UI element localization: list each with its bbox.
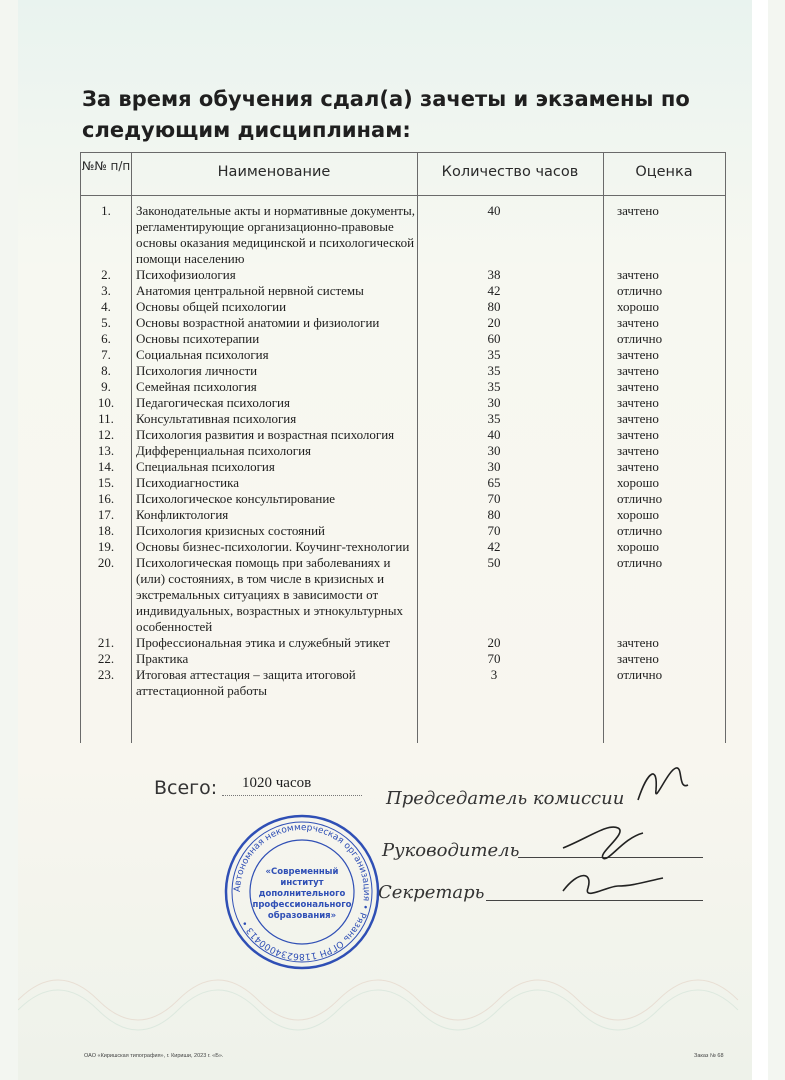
row-name: Психодиагностика <box>136 475 239 490</box>
row-name: Семейная психология <box>136 379 257 394</box>
row-name: Анатомия центральной нервной системы <box>136 283 364 298</box>
row-number: 14. <box>97 459 115 474</box>
table-header <box>81 153 725 196</box>
diploma-supplement-page <box>18 0 768 1080</box>
total-label: Всего: <box>154 777 218 799</box>
chairman-label: Председатель комиссии <box>386 788 625 809</box>
row-number: 1. <box>101 203 111 218</box>
row-grade: зачтено <box>617 395 659 410</box>
row-grade: хорошо <box>617 507 660 522</box>
row-grade: хорошо <box>617 299 660 314</box>
svg-text:«Современныйинститутдополнител: «Современный институт дополнительного профессионального образования» <box>252 867 352 921</box>
row-number: 16. <box>97 491 115 506</box>
printer-note: ОАО «Киришская типография», г. Кириши, 2023 г. «Б». <box>84 1053 224 1059</box>
table-row <box>81 459 725 475</box>
row-name: Психология личности <box>136 363 258 378</box>
row-hours: 70 <box>487 491 501 506</box>
row-grade: отлично <box>617 667 663 682</box>
row-grade: отлично <box>617 555 663 570</box>
decorative-ornament <box>18 960 768 1040</box>
row-name: Психология кризисных состояний <box>136 523 326 538</box>
row-hours: 3 <box>490 667 498 682</box>
page-title: За время обучения сдал(а) зачеты и экзамены по следующим дисциплинам: <box>82 87 690 142</box>
header-number: №№ п/п <box>81 159 131 173</box>
chairman-signature <box>628 760 698 810</box>
row-name: Основы возрастной анатомии и физиологии <box>136 315 380 330</box>
total-underline <box>222 795 362 796</box>
row-number: 10. <box>97 395 115 410</box>
row-hours: 50 <box>487 555 501 570</box>
row-grade: зачтено <box>617 379 659 394</box>
row-hours: 70 <box>487 651 501 666</box>
row-name: Педагогическая психология <box>136 395 290 410</box>
page-edge <box>752 0 768 1080</box>
row-grade: зачтено <box>617 203 659 218</box>
head-signature <box>558 818 648 868</box>
table-row <box>81 555 725 635</box>
table-row <box>81 411 725 427</box>
row-grade: зачтено <box>617 363 659 378</box>
table-row <box>81 283 725 299</box>
row-number: 23. <box>97 667 115 682</box>
table-row <box>81 475 725 491</box>
table-row <box>81 667 725 699</box>
table-row <box>81 507 725 523</box>
table-body <box>81 203 725 699</box>
table-row <box>81 523 725 539</box>
order-note: Заказ № 68 <box>694 1053 724 1059</box>
row-number: 19. <box>97 539 115 554</box>
row-grade: отлично <box>617 283 663 298</box>
row-grade: зачтено <box>617 635 659 650</box>
row-name: Дифференциальная психология <box>136 443 312 458</box>
row-grade: зачтено <box>617 427 659 442</box>
row-grade: зачтено <box>617 651 659 666</box>
row-number: 11. <box>98 411 114 426</box>
row-name: Психология развития и возрастная психология <box>136 427 395 442</box>
secretary-signature <box>558 866 668 906</box>
row-number: 4. <box>101 299 111 314</box>
row-grade: зачтено <box>617 443 659 458</box>
row-name: Специальная психология <box>136 459 275 474</box>
total-value: 1020 часов <box>242 775 312 791</box>
table-row <box>81 347 725 363</box>
row-hours: 30 <box>487 443 501 458</box>
row-name: Конфликтология <box>136 507 229 522</box>
table-row <box>81 203 725 267</box>
header-hours: Количество часов <box>441 164 579 180</box>
row-grade: зачтено <box>617 315 659 330</box>
row-hours: 35 <box>487 379 501 394</box>
row-grade: зачтено <box>617 411 659 426</box>
disciplines-table <box>80 152 726 743</box>
row-name: Практика <box>136 651 189 666</box>
row-hours: 80 <box>487 299 501 314</box>
row-name: Психофизиология <box>136 267 236 282</box>
row-grade: отлично <box>617 523 663 538</box>
row-number: 6. <box>101 331 111 346</box>
row-hours: 65 <box>487 475 501 490</box>
row-grade: зачтено <box>617 267 659 282</box>
table-row <box>81 651 725 667</box>
row-name: Основы психотерапии <box>136 331 260 346</box>
row-hours: 42 <box>487 539 501 554</box>
row-name: Основы бизнес-психологии. Коучинг-технологии <box>136 539 410 554</box>
table-row <box>81 395 725 411</box>
row-number: 7. <box>101 347 111 362</box>
row-hours: 60 <box>487 331 501 346</box>
row-name: Психологическая помощь при заболеваниях и (или) состояниях, в том числе в кризисных и экстремальных ситуациях в зависимости от индивидуальных, возрастных и этнокультурных особенностей <box>136 555 403 634</box>
row-number: 5. <box>101 315 111 330</box>
row-hours: 30 <box>487 395 501 410</box>
row-number: 22. <box>97 651 115 666</box>
stamp-inner-text <box>252 867 351 921</box>
row-grade: зачтено <box>617 347 659 362</box>
row-grade: зачтено <box>617 459 659 474</box>
row-number: 15. <box>97 475 115 490</box>
row-name: Консультативная психология <box>136 411 297 426</box>
row-number: 17. <box>97 507 115 522</box>
row-hours: 80 <box>487 507 501 522</box>
table-row <box>81 427 725 443</box>
row-number: 2. <box>101 267 111 282</box>
row-number: 18. <box>97 523 115 538</box>
table-row <box>81 379 725 395</box>
row-hours: 20 <box>487 635 501 650</box>
row-name: Социальная психология <box>136 347 269 362</box>
row-number: 9. <box>101 379 111 394</box>
table-row <box>81 443 725 459</box>
row-hours: 40 <box>487 203 501 218</box>
table-row <box>81 491 725 507</box>
row-name: Законодательные акты и нормативные документы, регламентирующие организационно-правовые основы оказания медицинской и психологической помощи населению <box>136 203 415 266</box>
row-name: Итоговая аттестация – защита итоговой аттестационной работы <box>136 667 356 698</box>
secretary-label: Секретарь <box>378 882 485 903</box>
row-number: 21. <box>97 635 115 650</box>
organization-stamp <box>222 812 382 972</box>
row-hours: 42 <box>487 283 501 298</box>
header-name: Наименование <box>217 164 331 180</box>
stamp-outer-text: Автономная некоммерческая организация • Рязань ОГРН 1186234000413 • <box>232 822 372 962</box>
row-grade: хорошо <box>617 539 660 554</box>
table-row <box>81 299 725 315</box>
row-name: Основы общей психологии <box>136 299 287 314</box>
row-hours: 40 <box>487 427 501 442</box>
table-row <box>81 363 725 379</box>
row-number: 3. <box>101 283 111 298</box>
head-label: Руководитель <box>382 840 520 861</box>
row-number: 8. <box>101 363 111 378</box>
row-hours: 20 <box>487 315 501 330</box>
row-number: 12. <box>97 427 115 442</box>
table-row <box>81 331 725 347</box>
row-name: Психологическое консультирование <box>136 491 336 506</box>
table-row <box>81 635 725 651</box>
table-row <box>81 267 725 283</box>
table-row <box>81 315 725 331</box>
row-hours: 35 <box>487 347 501 362</box>
header-grade: Оценка <box>635 164 693 180</box>
row-number: 13. <box>97 443 115 458</box>
table-row <box>81 539 725 555</box>
row-grade: хорошо <box>617 475 660 490</box>
row-hours: 38 <box>487 267 501 282</box>
row-hours: 35 <box>487 363 501 378</box>
row-number: 20. <box>97 555 115 570</box>
row-grade: отлично <box>617 491 663 506</box>
row-hours: 35 <box>487 411 501 426</box>
row-hours: 30 <box>487 459 501 474</box>
row-name: Профессиональная этика и служебный этикет <box>136 635 391 650</box>
row-grade: отлично <box>617 331 663 346</box>
row-hours: 70 <box>487 523 501 538</box>
